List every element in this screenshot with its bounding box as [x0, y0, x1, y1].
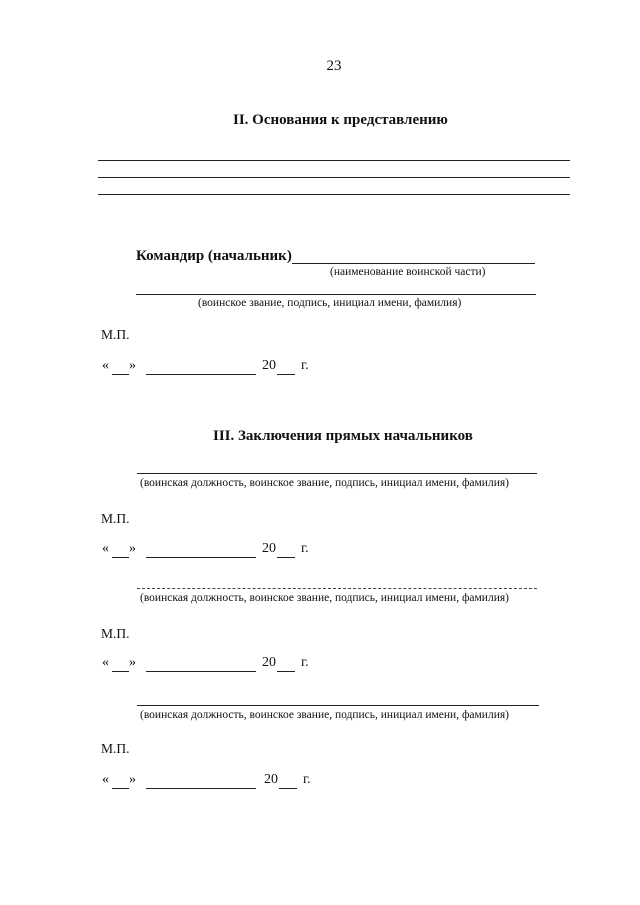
date-year-prefix: 20 [262, 358, 276, 373]
unit-name-line[interactable] [292, 263, 535, 264]
stamp-mark: М.П. [101, 327, 130, 342]
date-year-suffix: г. [303, 772, 311, 787]
date-open-quote: « [102, 772, 109, 787]
superior-2-stamp: М.П. [101, 626, 130, 641]
date-year-suffix: г. [301, 541, 309, 556]
superior-3-signature-line[interactable] [137, 705, 539, 706]
date-close-quote: » [129, 655, 136, 670]
page-number: 23 [326, 58, 342, 74]
section-2-title: II. Основания к представлению [233, 112, 448, 128]
superior-1-stamp: М.П. [101, 511, 130, 526]
superior-3-stamp: М.П. [101, 741, 130, 756]
date-month-field[interactable] [146, 671, 256, 672]
date-year-prefix: 20 [264, 772, 278, 787]
date-month-field[interactable] [146, 788, 256, 789]
commander-label: Командир (начальник) [136, 248, 292, 264]
rank-caption: (воинское звание, подпись, инициал имени, фамилия) [198, 297, 462, 309]
section-3-title: III. Заключения прямых начальников [213, 428, 473, 444]
date-close-quote: » [129, 541, 136, 556]
date-year-field[interactable] [277, 374, 295, 375]
grounds-line-2[interactable] [98, 177, 570, 178]
superior-1-caption: (воинская должность, воинское звание, подпись, инициал имени, фамилия) [140, 477, 509, 489]
superior-1-signature-line[interactable] [137, 473, 537, 474]
grounds-line-3[interactable] [98, 194, 570, 195]
date-year-prefix: 20 [262, 655, 276, 670]
date-open-quote: « [102, 358, 109, 373]
grounds-line-1[interactable] [98, 160, 570, 161]
date-day-field[interactable] [112, 557, 129, 558]
date-year-field[interactable] [279, 788, 297, 789]
date-day-field[interactable] [112, 374, 129, 375]
date-year-prefix: 20 [262, 541, 276, 556]
date-close-quote: » [129, 772, 136, 787]
date-day-field[interactable] [112, 671, 129, 672]
date-open-quote: « [102, 655, 109, 670]
date-year-field[interactable] [277, 557, 295, 558]
superior-3-caption: (воинская должность, воинское звание, подпись, инициал имени, фамилия) [140, 709, 509, 721]
date-month-field[interactable] [146, 374, 256, 375]
superior-2-caption: (воинская должность, воинское звание, подпись, инициал имени, фамилия) [140, 592, 509, 604]
date-close-quote: » [129, 358, 136, 373]
date-year-suffix: г. [301, 358, 309, 373]
date-year-field[interactable] [277, 671, 295, 672]
date-month-field[interactable] [146, 557, 256, 558]
date-day-field[interactable] [112, 788, 129, 789]
commander-signature-line[interactable] [136, 294, 536, 295]
date-open-quote: « [102, 541, 109, 556]
superior-2-signature-line[interactable] [137, 588, 537, 589]
date-year-suffix: г. [301, 655, 309, 670]
unit-caption: (наименование воинской части) [330, 266, 486, 278]
